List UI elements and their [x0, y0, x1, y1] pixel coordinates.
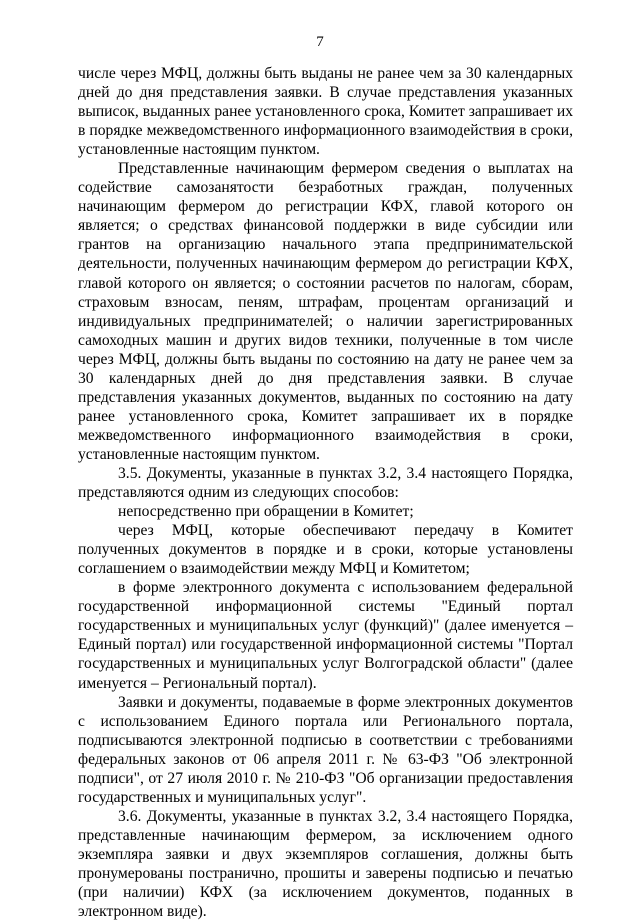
paragraph-3-6: 3.6. Документы, указанные в пунктах 3.2, 3.4 настоящего Порядка, представленные начинающим фермером, за исключением одного экземпляра заявки и двух экземпляров соглашения, должны быть пронумерованы постранично, прошиты и заверены подписью и печатью (при наличии) КФХ (за исключением документов, поданных в электронном виде).: [78, 807, 573, 921]
paragraph-method-mfc: через МФЦ, которые обеспечивают передачу в Комитет полученных документов в порядке и в сроки, которые установлены соглашением о взаимодействии между МФЦ и Комитетом;: [78, 522, 573, 578]
document-body: [78, 64, 573, 921]
paragraph-method-direct: непосредственно при обращении в Комитет;: [118, 503, 414, 521]
paragraph-continuation: числе через МФЦ, должны быть выданы не ранее чем за 30 календарных дней до дня представления заявки. В случае представления указанных выписок, выданных ранее установленного срока, Комитет запрашивает их в порядке межведомственного информационного взаимодействия в сроки, установленные настоящим пунктом.: [78, 65, 573, 159]
paragraph-method-electronic: в форме электронного документа с использованием федеральной государственной информационной системы "Единый портал государственных и муниципальных услуг (функций)" (далее именуется – Единый портал) или государственной информационной системы "Портал государственных и муниципальных услуг Волгоградской области" (далее именуется – Региональный портал).: [78, 579, 573, 692]
paragraph-electronic-signature: Заявки и документы, подаваемые в форме электронных документов с использованием Единого портала или Регионального портала, подписываются электронной подписью в соответствии с требованиями федеральных законов от 06 апреля 2011 г. № 63-ФЗ "Об электронной подписи", от 27 июля 2010 г. № 210-ФЗ "Об организации предоставления государственных и муниципальных услуг".: [78, 693, 573, 806]
paragraph-farmer-information: Представленные начинающим фермером сведения о выплатах на содействие самозанятости безработных граждан, полученных начинающим фермером до регистрации КФХ, главой которого он является; о средствах финансовой поддержки в виде субсидии или грантов на организацию начального этапа предпринимательской деятельности, полученных начинающим фермером до регистрации КФХ, главой которого он является; о состоянии расчетов по налогам, сборам, страховым взносам, пеням, штрафам, процентам организаций и индивидуальных предпринимателей; о наличии зарегистрированных самоходных машин и других видов техники, полученные в том числе через МФЦ, должны быть выданы по состоянию на дату не ранее чем за 30 календарных дней до дня представления заявки. В случае представления указанных документов, выданных по состоянию на дату ранее установленного срока, Комитет запрашивает их в порядке межведомственного информационного взаимодействия в сроки, установленные настоящим пунктом.: [78, 160, 573, 463]
page-number: 7: [316, 34, 324, 50]
paragraph-3-5: 3.5. Документы, указанные в пунктах 3.2, 3.4 настоящего Порядка, представляются одним из следующих способов:: [78, 464, 573, 502]
